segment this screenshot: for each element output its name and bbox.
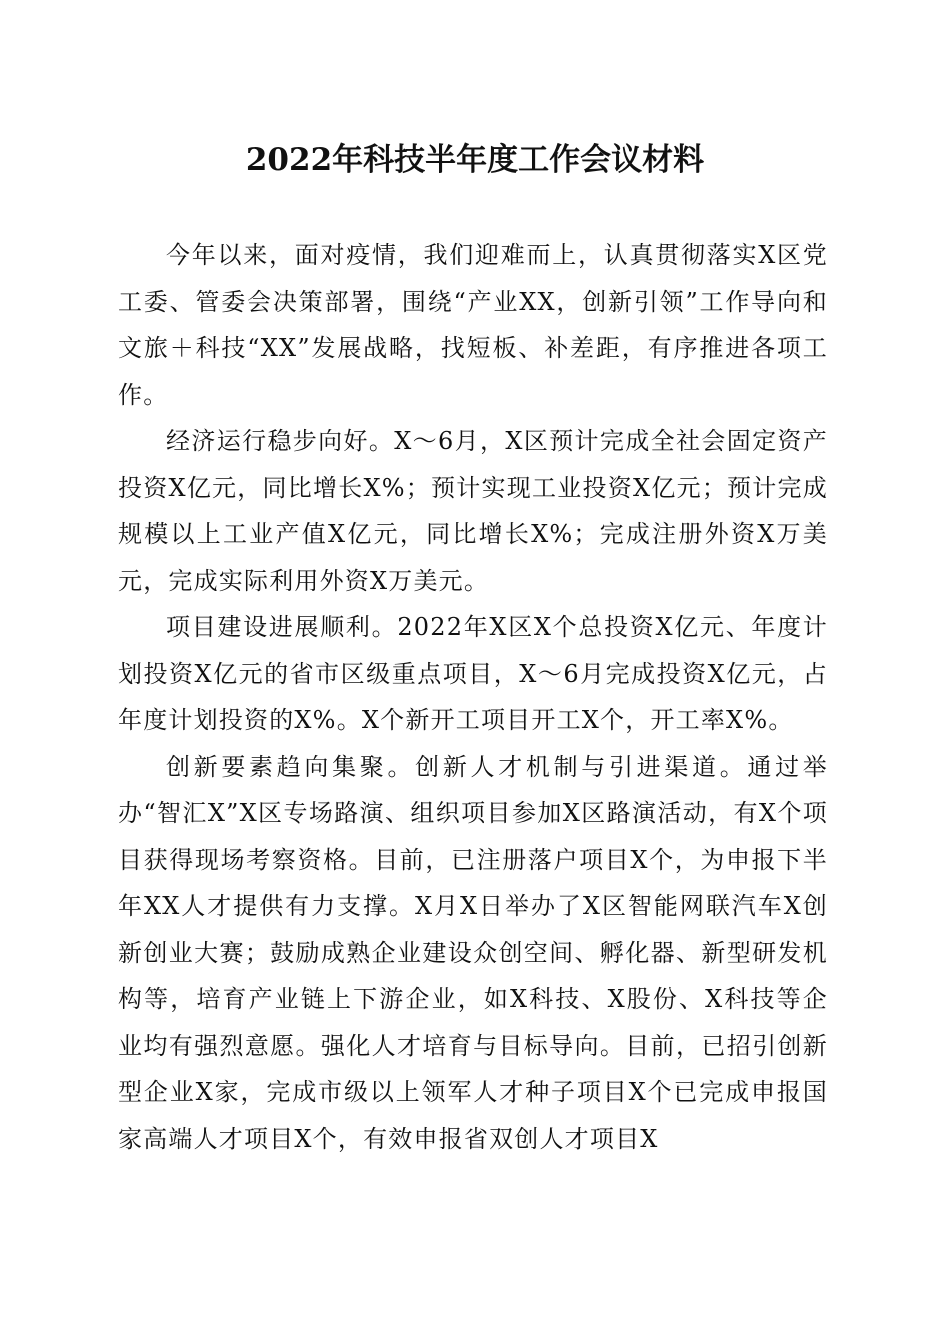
paragraph-economy: 经济运行稳步向好。X～6月，X区预计完成全社会固定资产投资X亿元，同比增长X%；预计实现工业投资X亿元；预计完成规模以上工业产值X亿元，同比增长X%；完成注册外资X万美元，完成实际利用外资X万美元。	[118, 427, 828, 595]
paragraph-innovation: 创新要素趋向集聚。创新人才机制与引进渠道。通过举办“智汇X”X区专场路演、组织项目参加X区路演活动，有X个项目获得现场考察资格。目前，已注册落户项目X个，为申报下半年XX人才提供有力支撑。X月X日举办了X区智能网联汽车X创新创业大赛；鼓励成熟企业建设众创空间、孵化器、新型研发机构等，培育产业链上下游企业，如X科技、X股份、X科技等企业均有强烈意愿。强化人才培育与目标导向。目前，已招引创新型企业X家，完成市级以上领军人才种子项目X个已完成申报国家高端人才项目X个，有效申报省双创人才项目X	[118, 752, 828, 1153]
paragraph-intro: 今年以来，面对疫情，我们迎难而上，认真贯彻落实X区党工委、管委会决策部署，围绕“产业XX，创新引领”工作导向和文旅＋科技“XX”发展战略，找短板、补差距，有序推进各项工作。	[118, 241, 828, 409]
document-body	[118, 232, 828, 1162]
document-title: 2022年科技半年度工作会议材料	[245, 142, 705, 178]
paragraph-projects: 项目建设进展顺利。2022年X区X个总投资X亿元、年度计划投资X亿元的省市区级重点项目，X～6月完成投资X亿元，占年度计划投资的X%。X个新开工项目开工X个，开工率X%。	[118, 613, 828, 734]
